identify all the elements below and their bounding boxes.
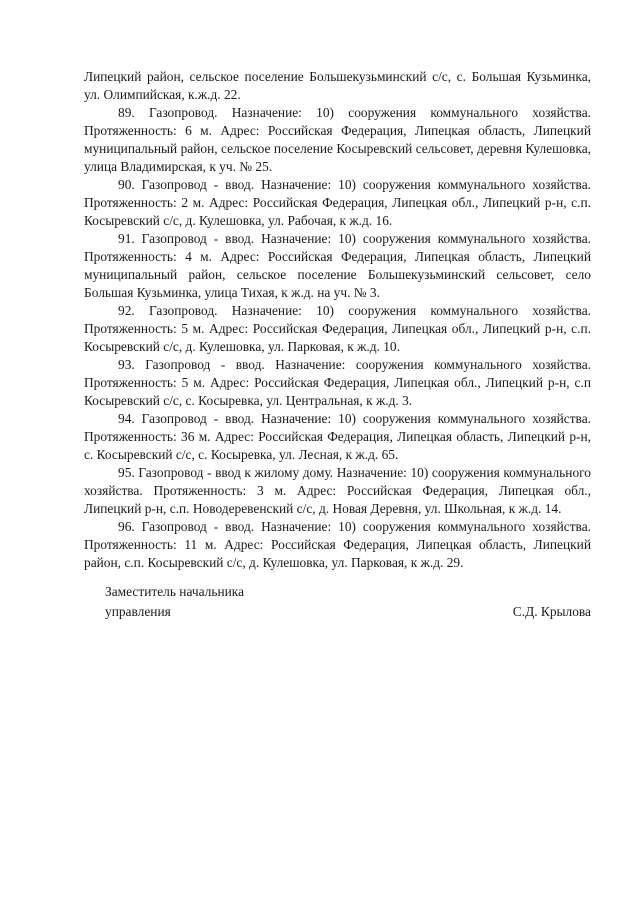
list-item-93: 93. Газопровод - ввод. Назначение: сооружения коммунального хозяйства. Протяженность: 5 м. Адрес: Российская Федерация, Липецкая обл., Липецкий р-н, с.п Косыревский с/с, с. Косыревка, ул. Центральная, к ж.д. 3. bbox=[84, 357, 591, 408]
continuation-paragraph: Липецкий район, сельское поселение Большекузьминский с/с, с. Большая Кузьминка, ул. Олимпийская, к.ж.д. 22. bbox=[84, 69, 591, 102]
list-item-92: 92. Газопровод. Назначение: 10) сооружения коммунального хозяйства. Протяженность: 5 м. Адрес: Российская Федерация, Липецкая обл., Липецкий р-н, с.п. Косыревский с/с, д. Кулешовка, ул. Парковая, к ж.д. 10. bbox=[84, 303, 591, 354]
list-item-96: 96. Газопровод - ввод. Назначение: 10) сооружения коммунального хозяйства. Протяженность: 11 м. Адрес: Российская Федерация, Липецкая область, Липецкий район, с.п. Косыревский с/с, д. Кулешовка, ул. Парковая, к ж.д. 29. bbox=[84, 519, 591, 570]
signature-title-line2: управления bbox=[105, 604, 171, 619]
list-item-94: 94. Газопровод - ввод. Назначение: 10) сооружения коммунального хозяйства. Протяженность: 36 м. Адрес: Российская Федерация, Липецкая область, Липецкий р-н, с. Косыревский с/с, с. Косыревка, ул. Лесная, к ж.д. 65. bbox=[84, 411, 591, 462]
document-body bbox=[84, 68, 591, 572]
signature-title-line1: Заместитель начальника bbox=[105, 584, 245, 599]
signature-block bbox=[105, 582, 591, 622]
list-item-90: 90. Газопровод - ввод. Назначение: 10) сооружения коммунального хозяйства. Протяженность: 2 м. Адрес: Российская Федерация, Липецкая обл., Липецкий р-н, с.п. Косыревский с/с, д. Кулешовка, ул. Рабочая, к ж.д. 16. bbox=[84, 177, 591, 228]
signature-name: С.Д. Крылова bbox=[512, 604, 591, 619]
list-item-89: 89. Газопровод. Назначение: 10) сооружения коммунального хозяйства. Протяженность: 6 м. Адрес: Российская Федерация, Липецкая область, Липецкий муниципальный район, сельское поселение Косыревский сельсовет, деревня Кулешовка, улица Владимирская, к уч. № 25. bbox=[84, 105, 591, 174]
signature-row bbox=[105, 602, 591, 622]
list-item-91: 91. Газопровод - ввод. Назначение: 10) сооружения коммунального хозяйства. Протяженность: 4 м. Адрес: Российская Федерация, Липецкая область, Липецкий муниципальный район, сельское поселение Большекузьминский сельсовет, село Большая Кузьминка, улица Тихая, к ж.д. на уч. № 3. bbox=[84, 231, 591, 300]
list-item-95: 95. Газопровод - ввод к жилому дому. Назначение: 10) сооружения коммунального хозяйства. Протяженность: 3 м. Адрес: Российская Федерация, Липецкая обл., Липецкий р-н, с.п. Новодеревенский с/с, д. Новая Деревня, ул. Школьная, к ж.д. 14. bbox=[84, 465, 591, 516]
